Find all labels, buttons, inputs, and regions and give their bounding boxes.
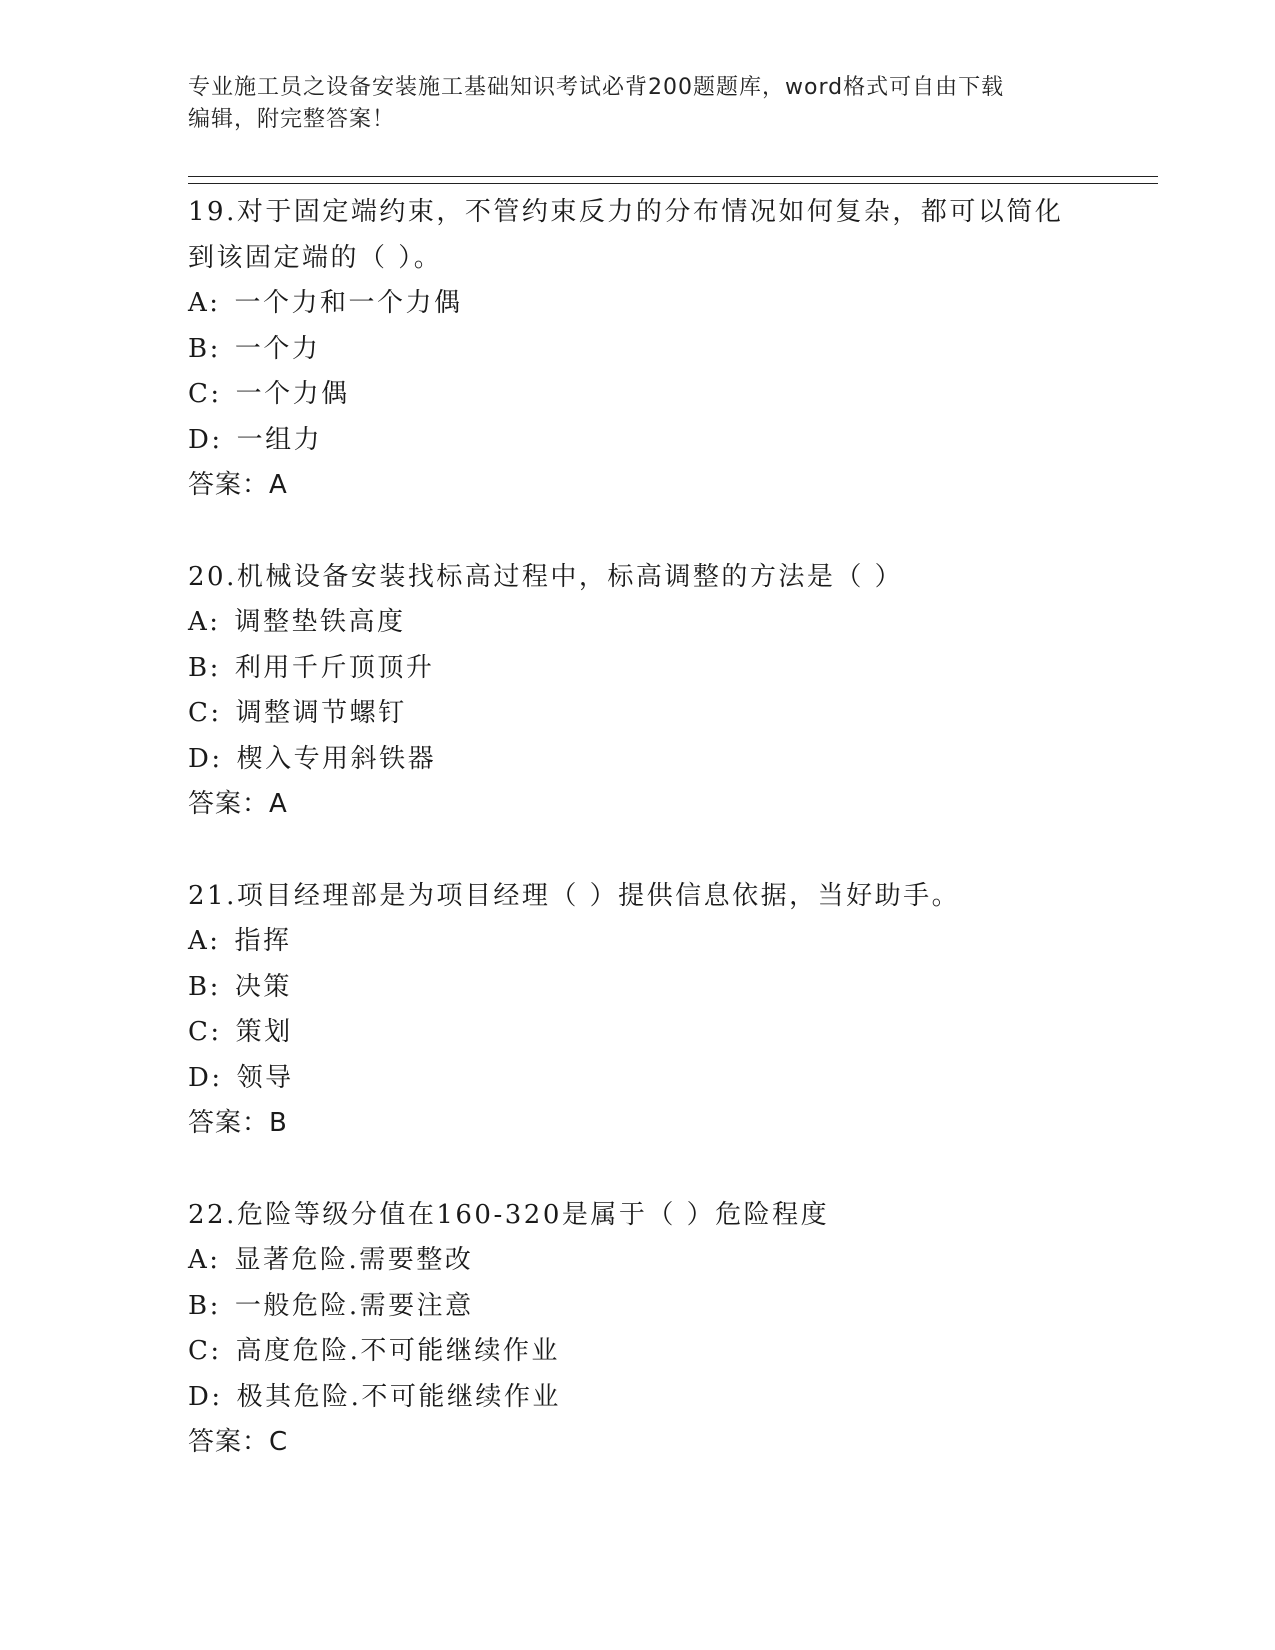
- document-header: [188, 72, 1068, 136]
- option-text: 显著危险.需要整改: [234, 1245, 474, 1275]
- option-letter: C:: [188, 379, 222, 409]
- question-stem-line-2: 到该固定端的（ ）。: [188, 242, 443, 273]
- option-text: 调整调节螺钉: [235, 698, 407, 728]
- option-letter: B:: [188, 971, 221, 1002]
- option-letter: B:: [188, 1290, 221, 1321]
- option-c: [188, 1329, 1088, 1375]
- header-line-2: 编辑，附完整答案！: [188, 107, 396, 132]
- option-text: 一组力: [236, 424, 323, 455]
- question-22: [188, 1193, 1088, 1466]
- option-letter: A:: [188, 288, 221, 318]
- question-stem-line-1: 19.对于固定端约束，不管约束反力的分布情况如何复杂，都可以简化: [188, 197, 1064, 227]
- answer-line: 答案：B: [188, 1108, 288, 1138]
- option-text: 一般危险.需要注意: [234, 1290, 474, 1321]
- option-c: [188, 372, 1088, 418]
- option-letter: A:: [188, 1245, 221, 1275]
- question-20: [188, 555, 1088, 828]
- option-letter: D:: [188, 1062, 223, 1093]
- option-text: 利用千斤顶顶升: [234, 652, 435, 683]
- option-letter: D:: [188, 1381, 223, 1412]
- option-text: 极其危险.不可能继续作业: [236, 1381, 561, 1412]
- answer-line: 答案：A: [188, 470, 288, 500]
- option-d: [188, 1375, 1088, 1421]
- option-d: [188, 418, 1088, 464]
- header-rule-top: [188, 176, 1158, 177]
- question-21: [188, 874, 1088, 1147]
- option-letter: B:: [188, 333, 221, 364]
- option-c: [188, 691, 1088, 737]
- question-list: [188, 190, 1088, 1512]
- option-b: [188, 965, 1088, 1011]
- answer-line: 答案：C: [188, 1427, 289, 1457]
- option-b: [188, 646, 1088, 692]
- option-a: [188, 1238, 1088, 1284]
- option-text: 策划: [235, 1017, 293, 1047]
- question-stem-line-1: 22.危险等级分值在160-320是属于（ ）危险程度: [188, 1199, 830, 1230]
- option-text: 调整垫铁高度: [234, 607, 406, 637]
- option-a: [188, 600, 1088, 646]
- option-letter: D:: [188, 743, 223, 774]
- option-b: [188, 327, 1088, 373]
- option-a: [188, 281, 1088, 327]
- option-letter: D:: [188, 424, 223, 455]
- header-rule-bottom: [188, 183, 1158, 184]
- option-text: 高度危险.不可能继续作业: [235, 1336, 560, 1366]
- option-text: 楔入专用斜铁器: [236, 743, 437, 774]
- option-text: 领导: [236, 1062, 294, 1093]
- option-a: [188, 919, 1088, 965]
- option-text: 一个力偶: [235, 379, 350, 409]
- option-letter: A:: [188, 926, 221, 956]
- option-letter: A:: [188, 607, 221, 637]
- option-text: 指挥: [234, 926, 292, 956]
- option-text: 决策: [234, 971, 292, 1002]
- option-letter: C:: [188, 1336, 222, 1366]
- option-text: 一个力和一个力偶: [234, 288, 463, 318]
- question-19: [188, 190, 1088, 509]
- answer-line: 答案：A: [188, 789, 288, 819]
- option-letter: C:: [188, 1017, 222, 1047]
- option-letter: B:: [188, 652, 221, 683]
- option-text: 一个力: [234, 333, 321, 364]
- header-line-1: 专业施工员之设备安装施工基础知识考试必背200题题库，word格式可自由下载: [188, 75, 1005, 100]
- option-letter: C:: [188, 698, 222, 728]
- question-stem-line-1: 20.机械设备安装找标高过程中，标高调整的方法是（ ）: [188, 561, 904, 592]
- question-stem-line-1: 21.项目经理部是为项目经理（ ）提供信息依据，当好助手。: [188, 880, 961, 911]
- option-d: [188, 1056, 1088, 1102]
- option-d: [188, 737, 1088, 783]
- option-c: [188, 1010, 1088, 1056]
- option-b: [188, 1284, 1088, 1330]
